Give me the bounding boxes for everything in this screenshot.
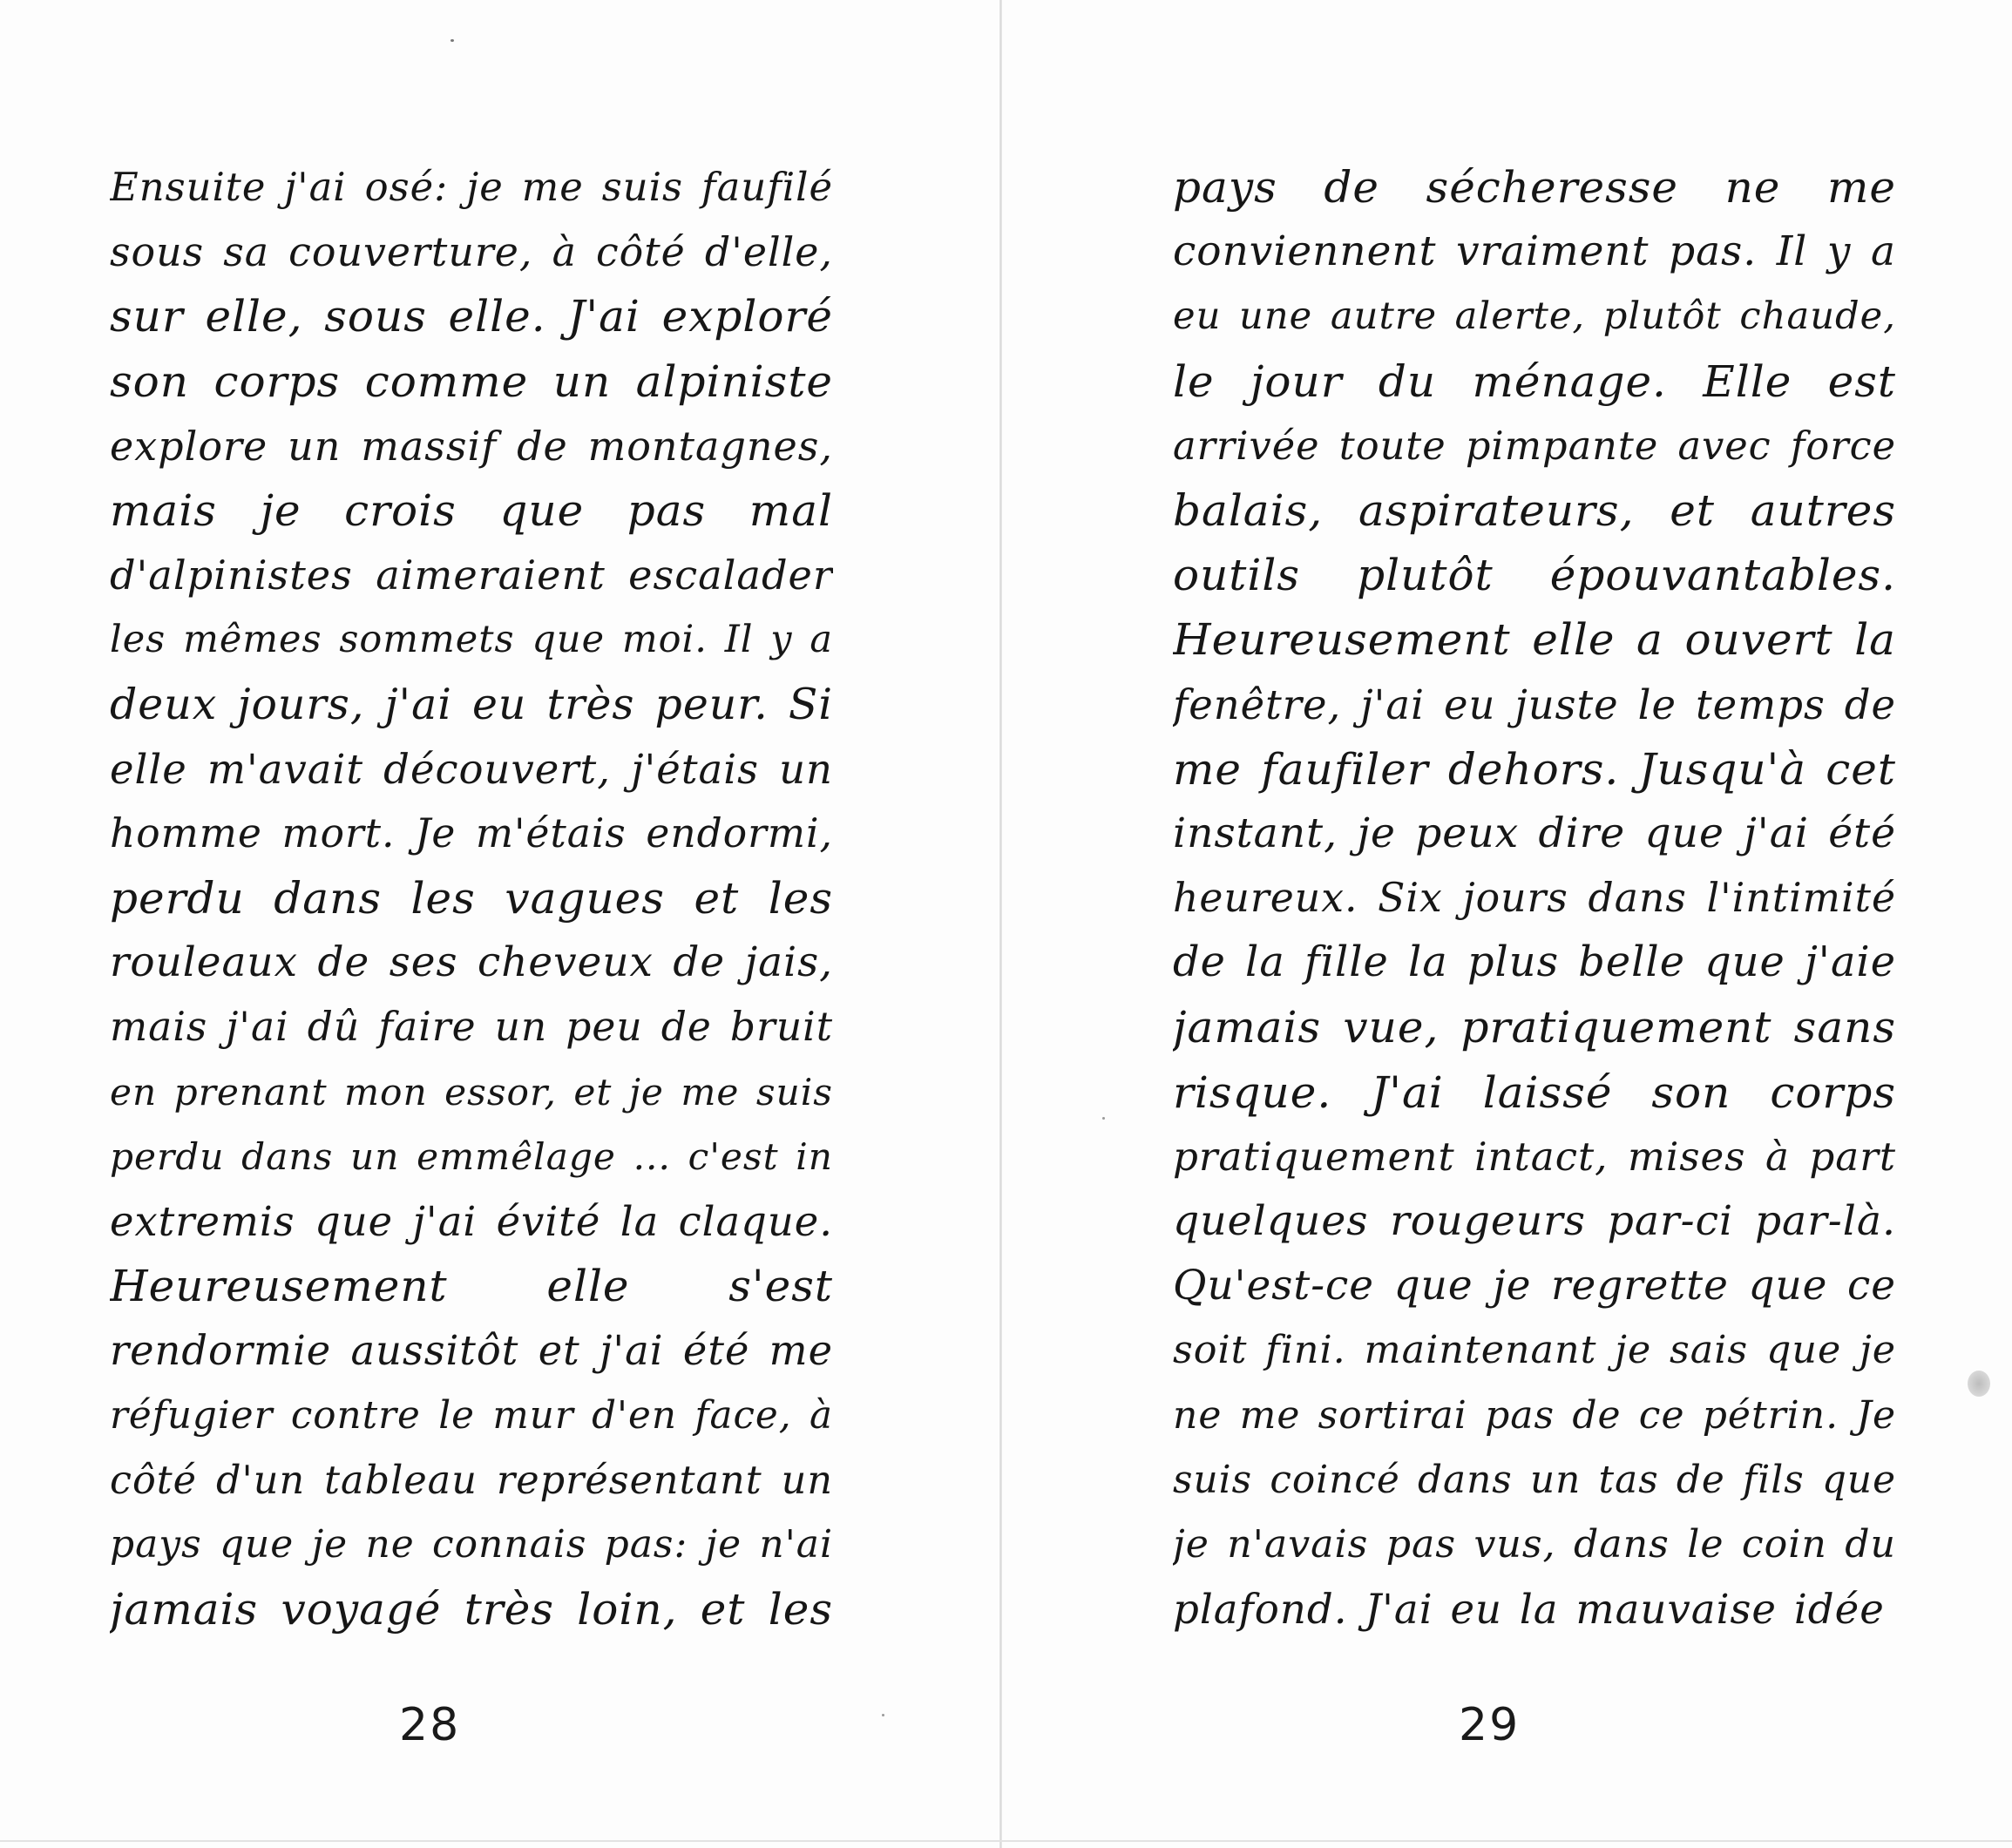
text-line: fenêtre, j'ai eu juste le temps de	[1173, 680, 1896, 728]
text-line: heureux. Six jours dans l'intimité	[1173, 875, 1896, 922]
text-line: son corps comme un alpiniste	[110, 355, 833, 407]
text-line: le jour du ménage. Elle est	[1173, 355, 1896, 407]
text-line: outils plutôt épouvantables.	[1173, 550, 1896, 601]
text-line: soit fini. maintenant je sais que je	[1173, 1328, 1896, 1373]
text-line: elle m'avait découvert, j'étais un	[110, 745, 833, 793]
text-line: instant, je peux dire que j'ai été	[1173, 809, 1896, 857]
left-page	[0, 0, 999, 1848]
paper-speck	[450, 39, 454, 42]
text-line: je n'avais pas vus, dans le coin du	[1173, 1521, 1896, 1567]
text-line: balais, aspirateurs, et autres	[1173, 484, 1896, 536]
text-line: sur elle, sous elle. J'ai exploré	[110, 291, 833, 342]
text-line: jamais vue, pratiquement sans	[1173, 1002, 1896, 1053]
text-line: deux jours, j'ai eu très peur. Si	[110, 679, 833, 729]
text-line: arrivée toute pimpante avec force	[1173, 423, 1896, 469]
text-line: en prenant mon essor, et je me suis	[110, 1070, 833, 1114]
text-line: ne me sortirai pas de ce pétrin. Je	[1173, 1392, 1896, 1438]
text-line: perdu dans les vagues et les	[110, 873, 833, 924]
paper-stain	[1968, 1371, 1990, 1397]
text-line: Ensuite j'ai osé: je me suis faufilé	[110, 164, 833, 210]
text-line: d'alpinistes aimeraient escalader	[110, 552, 833, 599]
text-line: Qu'est-ce que je regrette que ce	[1173, 1262, 1896, 1310]
scan-bottom-edge	[0, 1840, 2012, 1842]
text-line: rendormie aussitôt et j'ai été me	[110, 1327, 833, 1375]
page-number-right: 29	[1459, 1699, 1521, 1751]
text-line: me faufiler dehors. Jusqu'à cet	[1173, 743, 1896, 795]
text-line: de la fille la plus belle que j'aie	[1173, 938, 1896, 987]
text-line: perdu dans un emmêlage ... c'est in	[110, 1134, 833, 1178]
text-line: extremis que j'ai évité la claque.	[110, 1198, 833, 1245]
text-line: mais j'ai dû faire un peu de bruit	[110, 1004, 833, 1051]
text-line: Heureusement elle a ouvert la	[1173, 614, 1896, 666]
text-line: rouleaux de ses cheveux de jais,	[110, 939, 833, 987]
text-line: explore un massif de montagnes,	[110, 422, 833, 470]
text-line: jamais voyagé très loin, et les	[110, 1584, 833, 1635]
text-line: quelques rougeurs par-ci par-là.	[1173, 1197, 1896, 1245]
text-line: côté d'un tableau représentant un	[110, 1457, 833, 1503]
text-line: eu une autre alerte, plutôt chaude,	[1173, 294, 1896, 339]
right-page-text	[1173, 155, 1896, 1642]
text-line: Heureusement elle s'est	[110, 1261, 833, 1312]
paper-speck	[1102, 1117, 1105, 1120]
text-line: sous sa couverture, à côté d'elle,	[110, 228, 833, 276]
text-line: pratiquement intact, mises à part	[1173, 1133, 1896, 1180]
text-line: pays de sécheresse ne me	[1173, 162, 1896, 213]
text-line: les mêmes sommets que moi. Il y a	[110, 618, 833, 662]
text-line: réfugier contre le mur d'en face, à	[110, 1393, 833, 1438]
text-line: mais je crois que pas mal	[110, 484, 833, 536]
text-line: conviennent vraiment pas. Il y a	[1173, 227, 1896, 276]
text-line: homme mort. Je m'étais endormi,	[110, 809, 833, 856]
left-page-text	[110, 155, 833, 1642]
right-page	[1002, 0, 2012, 1848]
text-line: plafond. J'ai eu la mauvaise idée	[1173, 1586, 1885, 1634]
text-line: risque. J'ai laissé son corps	[1173, 1066, 1896, 1118]
page-number-left: 28	[399, 1699, 461, 1751]
text-line: suis coincé dans un tas de fils que	[1173, 1457, 1896, 1502]
paper-speck	[882, 1714, 884, 1716]
text-line: pays que je ne connais pas: je n'ai	[110, 1521, 833, 1567]
